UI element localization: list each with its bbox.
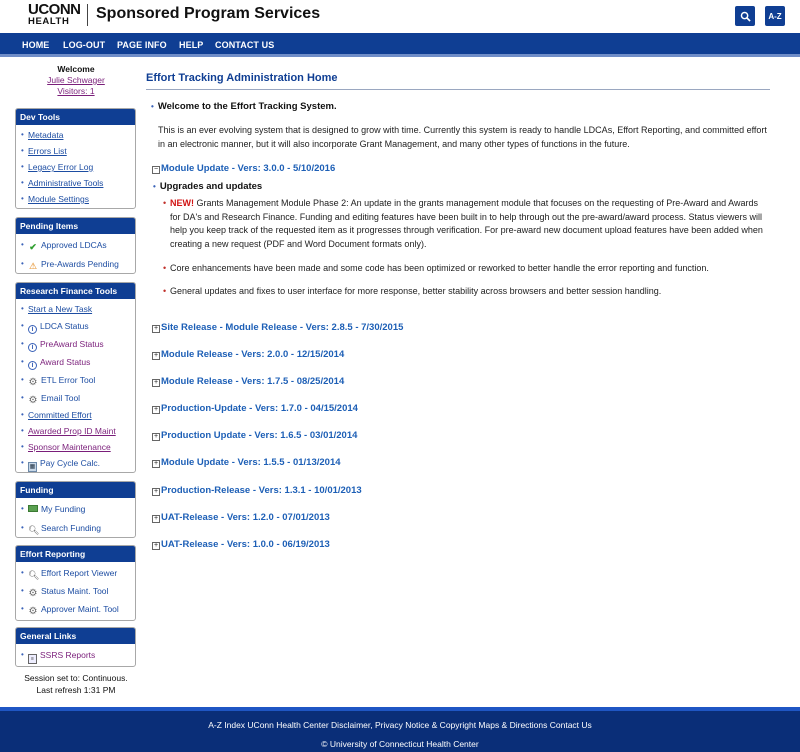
expand-icon[interactable]: + <box>153 325 159 332</box>
dev-tools-title: Dev Tools <box>16 109 135 125</box>
search-icon <box>740 11 751 22</box>
sidebar-item-label[interactable]: Committed Effort <box>28 410 92 420</box>
bullet-icon: • <box>163 286 167 296</box>
page-title: Effort Tracking Administration Home <box>146 70 770 90</box>
sidebar-item-module-settings[interactable] <box>16 192 135 208</box>
release-title[interactable]: Module Release - Vers: 1.7.5 - 08/25/2014 <box>161 376 345 387</box>
bullet-icon: • <box>163 263 167 273</box>
sidebar-item-administrative-tools[interactable] <box>16 176 135 192</box>
intro-paragraph: This is an ever evolving system that is designed to grow with time. Currently this system is ready to handle LDCAs, Effort Reporting, and committed effort in an electronic manner, but it will also incorporate Grant Management, and many other types of functions in the future. <box>158 125 767 149</box>
sidebar-item-metadata[interactable] <box>16 128 135 144</box>
expand-icon[interactable]: + <box>153 379 159 386</box>
sidebar-item-label[interactable]: PreAward Status <box>40 339 104 349</box>
expand-icon[interactable]: + <box>153 542 159 549</box>
main-nav <box>0 33 800 57</box>
info-icon: i <box>28 325 37 334</box>
release-title[interactable]: UAT-Release - Vers: 1.0.0 - 06/19/2013 <box>161 539 330 550</box>
new-badge: NEW! <box>170 198 194 208</box>
last-refresh: Last refresh 1:31 PM <box>36 685 116 695</box>
nav-page-info[interactable]: PAGE INFO <box>117 40 167 50</box>
check-icon: ✔ <box>29 242 37 252</box>
update-item-core <box>163 262 770 276</box>
release-item[interactable] <box>152 485 362 496</box>
info-icon: i <box>28 343 37 352</box>
release-current[interactable] <box>152 163 335 174</box>
release-item[interactable] <box>152 457 341 468</box>
sidebar-item-ldca-status[interactable] <box>16 319 135 337</box>
effort-reporting-panel <box>15 545 136 621</box>
sidebar-item-start-new-task[interactable] <box>16 302 135 319</box>
sidebar-item-ssrs-reports[interactable] <box>16 646 135 664</box>
sidebar-item-label[interactable]: Metadata <box>28 130 64 140</box>
logo-line2: HEALTH <box>28 16 70 27</box>
sidebar-item-search-funding[interactable] <box>16 519 135 538</box>
update-text: General updates and fixes to user interface for more response, better stability across browsers and better session handling. <box>170 286 662 296</box>
a-z-index-button[interactable]: A-Z <box>765 6 785 26</box>
release-title[interactable]: Module Update - Vers: 3.0.0 - 5/10/2016 <box>161 163 336 174</box>
user-name-link[interactable]: Julie Schwager <box>47 75 105 85</box>
welcome-block <box>16 64 136 97</box>
sidebar-item-label[interactable]: Approver Maint. Tool <box>41 604 119 614</box>
sidebar-item-label[interactable]: Pre-Awards Pending <box>41 259 119 269</box>
release-title[interactable]: Production Update - Vers: 1.6.5 - 03/01/2014 <box>161 430 358 441</box>
magnifier-icon: 🔍︎ <box>28 525 40 535</box>
sidebar-item-label[interactable]: Errors List <box>28 146 67 156</box>
sidebar-item-my-funding[interactable] <box>16 500 135 519</box>
search-button[interactable] <box>735 6 755 26</box>
expand-icon[interactable]: + <box>153 406 159 413</box>
sidebar-item-label[interactable]: ETL Error Tool <box>41 375 96 385</box>
update-text: Grants Management Module Phase 2: An update in the grants management module that focuses on the requesting of Pre-Award and Awards for DA's and Research Finance. Funding and editing features have been built in to help through out the pre-award/award process. Status viewers will help you keep track of the requested item as it progresses through verification. For pre-award new document upload features have been added when creating a new request (PDF and Word Document formats only). <box>170 198 763 249</box>
session-status <box>16 672 136 696</box>
release-title[interactable]: Module Release - Vers: 2.0.0 - 12/15/2014 <box>161 349 345 360</box>
header-divider <box>87 4 88 26</box>
sidebar-item-label[interactable]: Awarded Prop ID Maint <box>28 426 116 436</box>
update-item-general <box>163 285 770 299</box>
gear-search-icon: ⚙ <box>28 395 38 406</box>
sidebar-item-status-maint-tool[interactable] <box>16 582 135 600</box>
sidebar-item-email-tool[interactable] <box>16 391 135 408</box>
funding-title: Funding <box>16 482 135 498</box>
main-content <box>146 70 770 90</box>
sidebar-item-sponsor-maintenance[interactable] <box>16 440 135 456</box>
sidebar-item-label[interactable]: Email Tool <box>41 393 81 403</box>
gear-search-icon: ⚙ <box>28 606 38 617</box>
warning-icon: ⚠ <box>28 261 38 271</box>
expand-icon[interactable]: + <box>153 352 159 359</box>
sidebar-item-label[interactable]: Status Maint. Tool <box>41 586 109 596</box>
sidebar-item-awarded-prop-id-maint[interactable] <box>16 424 135 440</box>
pending-items-title: Pending Items <box>16 218 135 234</box>
release-item[interactable] <box>152 403 358 414</box>
release-title[interactable]: Site Release - Module Release - Vers: 2.8.5 - 7/30/2015 <box>161 322 404 333</box>
release-item[interactable] <box>152 430 357 441</box>
sidebar-item-effort-report-viewer[interactable] <box>16 564 135 582</box>
sidebar-item-label[interactable]: Effort Report Viewer <box>41 568 118 578</box>
visitors-link[interactable]: Visitors: 1 <box>57 86 95 96</box>
sidebar-item-pre-awards-pending[interactable] <box>16 255 135 274</box>
calculator-icon: ▦ <box>29 464 36 470</box>
sidebar-item-label[interactable]: Award Status <box>40 357 91 367</box>
sidebar-item-errors-list[interactable] <box>16 144 135 160</box>
nav-help[interactable]: HELP <box>179 40 204 50</box>
footer-links[interactable]: A-Z Index UConn Health Center Disclaimer, Privacy Notice & Copyright Maps & Directions Contact Us <box>208 720 592 730</box>
magnifier-icon: 🔍︎ <box>28 570 40 580</box>
sidebar-item-label[interactable]: Pay Cycle Calc. <box>40 458 100 468</box>
release-title[interactable]: UAT-Release - Vers: 1.2.0 - 07/01/2013 <box>161 512 330 523</box>
sidebar-item-etl-error-tool[interactable] <box>16 373 135 391</box>
bullet-icon: • <box>163 198 167 208</box>
expand-icon[interactable]: + <box>153 488 159 495</box>
money-icon <box>28 505 38 512</box>
site-header <box>0 0 800 30</box>
release-title[interactable]: Production-Update - Vers: 1.7.0 - 04/15/2014 <box>161 403 358 414</box>
expand-icon[interactable]: + <box>153 515 159 522</box>
welcome-label: Welcome <box>57 64 95 74</box>
release-item[interactable] <box>152 322 403 333</box>
sidebar-item-pay-cycle-calc[interactable] <box>16 456 135 473</box>
site-footer <box>0 707 800 752</box>
sidebar-item-award-status[interactable] <box>16 355 135 373</box>
release-item[interactable] <box>152 376 344 387</box>
collapse-icon[interactable]: − <box>153 166 159 173</box>
expand-icon[interactable]: + <box>153 460 159 467</box>
sidebar-item-label[interactable]: Start a New Task <box>28 304 93 314</box>
sidebar-item-legacy-error-log[interactable] <box>16 160 135 176</box>
sidebar-item-label[interactable]: Approved LDCAs <box>41 240 107 250</box>
footer-copyright: © University of Connecticut Health Center <box>321 739 479 749</box>
sidebar-item-approved-ldcas[interactable] <box>16 236 135 255</box>
nav-contact-us[interactable]: CONTACT US <box>215 40 275 50</box>
sidebar-item-label[interactable]: Legacy Error Log <box>28 162 94 172</box>
update-item-grants <box>163 197 770 251</box>
upgrades-heading: • Upgrades and updates <box>153 181 262 192</box>
gear-search-icon: ⚙ <box>28 377 38 388</box>
sidebar-item-label[interactable]: Sponsor Maintenance <box>28 442 111 452</box>
update-text: Core enhancements have been made and some code has been optimized or reworked to better handle the error reporting and function. <box>170 263 709 273</box>
release-title[interactable]: Module Update - Vers: 1.5.5 - 01/13/2014 <box>161 457 341 468</box>
research-finance-tools-panel <box>15 282 136 473</box>
funding-panel <box>15 481 136 538</box>
sidebar-item-approver-maint-tool[interactable] <box>16 600 135 618</box>
pending-items-panel <box>15 217 136 274</box>
research-finance-tools-title: Research Finance Tools <box>16 283 135 299</box>
general-links-panel <box>15 627 136 667</box>
report-icon: ≡ <box>28 654 37 664</box>
general-links-title: General Links <box>16 628 135 644</box>
release-item[interactable] <box>152 512 330 523</box>
expand-icon[interactable]: + <box>153 433 159 440</box>
uconn-health-logo[interactable] <box>28 1 81 27</box>
gear-search-icon: ⚙ <box>28 588 38 599</box>
sidebar-item-label[interactable]: Administrative Tools <box>28 178 104 188</box>
site-title[interactable]: Sponsored Program Services <box>96 5 321 22</box>
release-item[interactable] <box>152 349 344 360</box>
session-line: Session set to: Continuous. <box>24 673 128 683</box>
sidebar-item-label[interactable]: LDCA Status <box>40 321 89 331</box>
logo-line1: UCONN <box>28 1 81 18</box>
effort-reporting-title: Effort Reporting <box>16 546 135 562</box>
release-title[interactable]: Production-Release - Vers: 1.3.1 - 10/01/2013 <box>161 485 362 496</box>
sidebar-item-preaward-status[interactable] <box>16 337 135 355</box>
nav-log-out[interactable]: LOG-OUT <box>63 40 106 50</box>
release-item[interactable] <box>152 539 330 550</box>
dev-tools-panel <box>15 108 136 209</box>
sidebar-item-label[interactable]: Search Funding <box>41 523 102 533</box>
welcome-heading: • Welcome to the Effort Tracking System. <box>151 101 337 112</box>
sidebar-item-label[interactable]: SSRS Reports <box>40 650 96 660</box>
sidebar-item-label[interactable]: Module Settings <box>28 194 89 204</box>
sidebar-item-label[interactable]: My Funding <box>41 504 86 514</box>
nav-home[interactable]: HOME <box>22 40 50 50</box>
sidebar-item-committed-effort[interactable] <box>16 408 135 424</box>
info-icon: i <box>28 361 37 370</box>
